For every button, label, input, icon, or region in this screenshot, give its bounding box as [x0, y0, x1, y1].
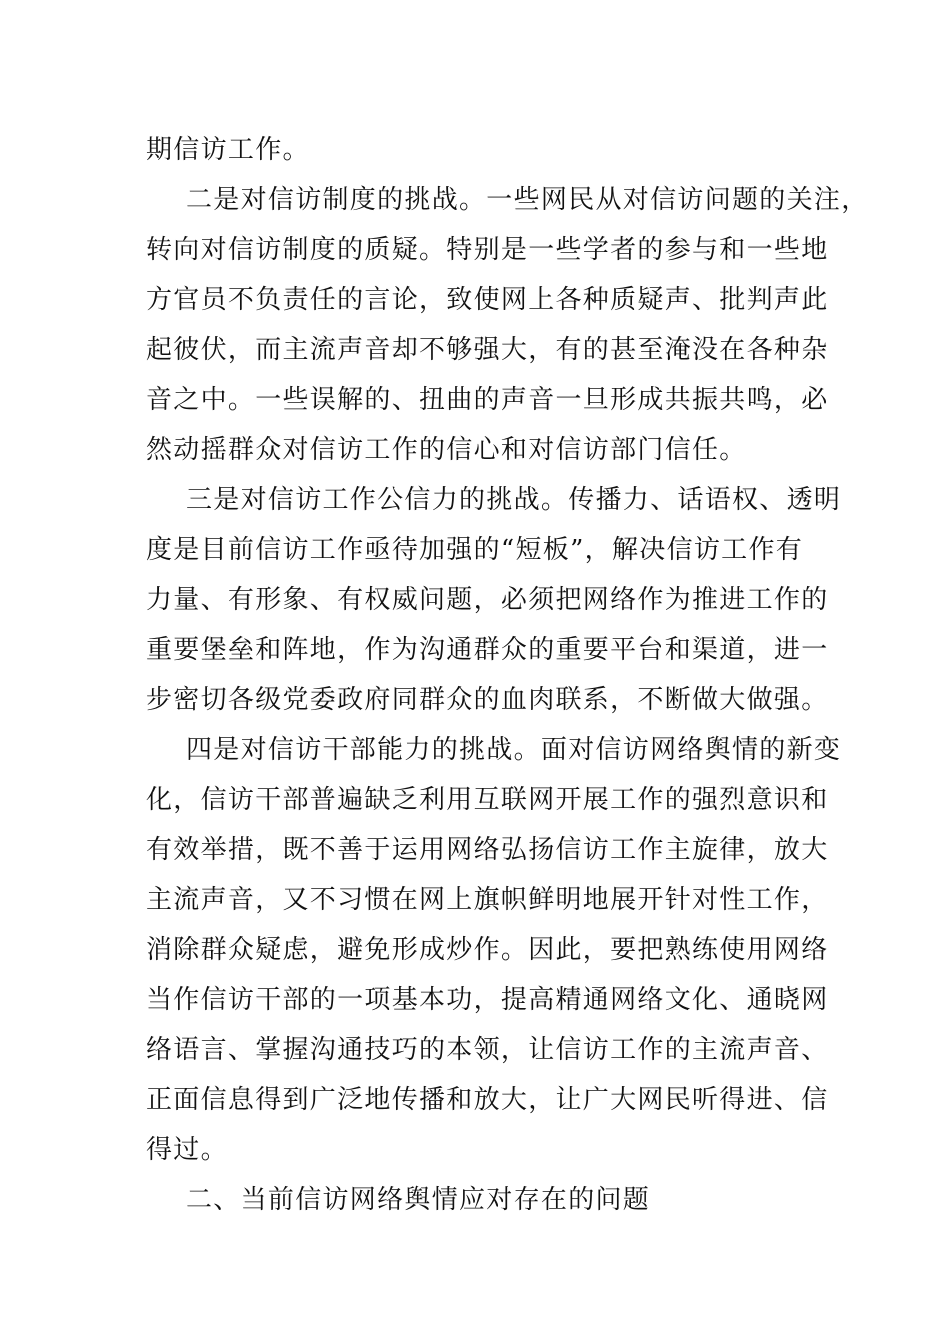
text-line: 化，信访干部普遍缺乏利用互联网开展工作的强烈意识和: [146, 785, 829, 815]
text-line: 正面信息得到广泛地传播和放大，让广大网民听得进、信: [146, 1085, 829, 1115]
text-line: 转向对信访制度的质疑。特别是一些学者的参与和一些地: [146, 235, 829, 265]
text-line: 起彼伏，而主流声音却不够强大，有的甚至淹没在各种杂: [146, 335, 829, 365]
text-line: 期信访工作。: [146, 135, 310, 165]
text-line: 重要堡垒和阵地，作为沟通群众的重要平台和渠道，进一: [146, 635, 829, 665]
text-line: 有效举措，既不善于运用网络弘扬信访工作主旋律，放大: [146, 835, 829, 865]
text-line: 力量、有形象、有权威问题，必须把网络作为推进工作的: [146, 585, 829, 615]
text-line: 得过。: [146, 1135, 228, 1165]
text-line: 当作信访干部的一项基本功，提高精通网络文化、通晓网: [146, 985, 829, 1015]
text-line: 络语言、掌握沟通技巧的本领，让信访工作的主流声音、: [146, 1035, 829, 1065]
text-line: 方官员不负责任的言论，致使网上各种质疑声、批判声此: [146, 285, 829, 315]
section-heading: 二、当前信访网络舆情应对存在的问题: [186, 1185, 651, 1215]
text-line: 四是对信访干部能力的挑战。面对信访网络舆情的新变: [186, 735, 842, 765]
text-line: 三是对信访工作公信力的挑战。传播力、话语权、透明: [186, 485, 842, 515]
text-line: 主流声音，又不习惯在网上旗帜鲜明地展开针对性工作，: [146, 885, 829, 915]
text-line: 消除群众疑虑，避免形成炒作。因此，要把熟练使用网络: [146, 935, 829, 965]
text-line: 音之中。一些误解的、扭曲的声音一旦形成共振共鸣，必: [146, 385, 829, 415]
text-line: 二是对信访制度的挑战。一些网民从对信访问题的关注，: [186, 185, 869, 215]
text-line: 然动摇群众对信访工作的信心和对信访部门信任。: [146, 435, 747, 465]
text-line: 步密切各级党委政府同群众的血肉联系，不断做大做强。: [146, 685, 829, 715]
text-line: 度是目前信访工作亟待加强的“短板”，解决信访工作有: [146, 535, 804, 565]
